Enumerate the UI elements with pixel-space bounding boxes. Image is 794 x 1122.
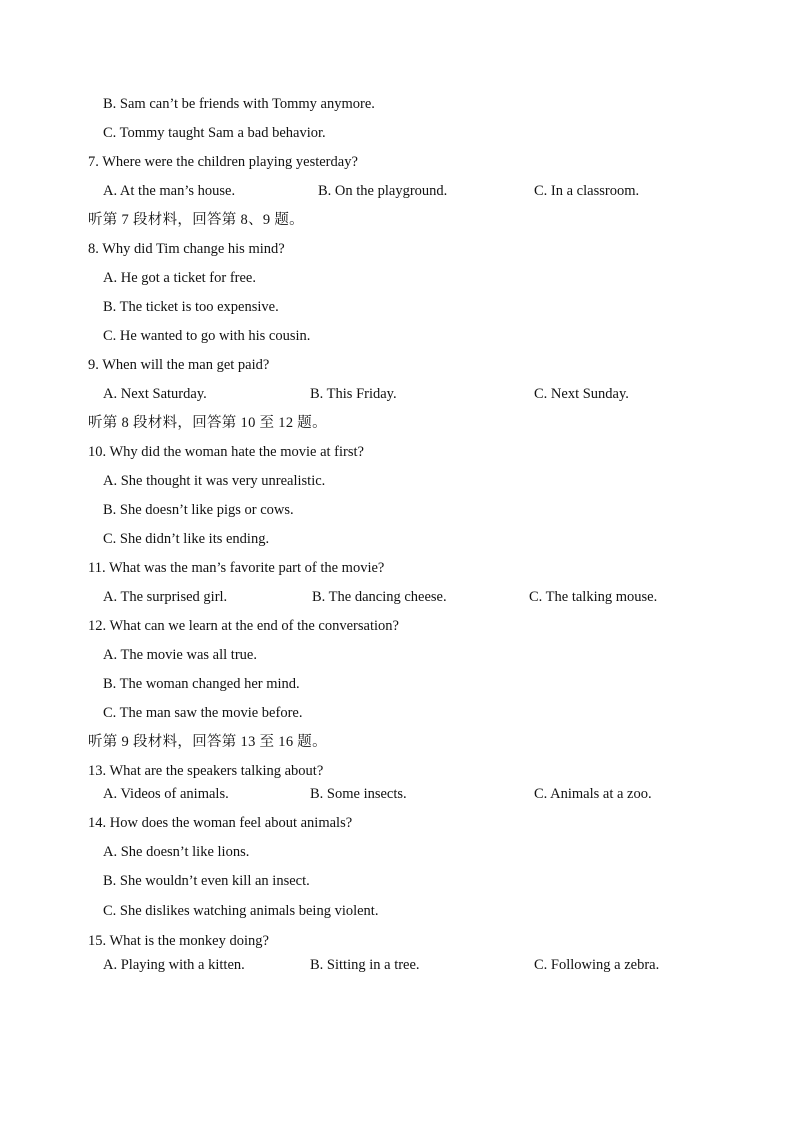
options-row-13	[0, 783, 794, 805]
option-8b: B. The ticket is too expensive.	[103, 299, 279, 315]
question-12: 12. What can we learn at the end of the conversation?	[88, 618, 399, 634]
option-9c: C. Next Sunday.	[534, 386, 629, 402]
option-12c: C. The man saw the movie before.	[103, 705, 303, 721]
option-15b: B. Sitting in a tree.	[310, 957, 420, 973]
section-heading-8: 听第 8 段材料，回答第 10 至 12 题。	[88, 415, 327, 431]
option-10a: A. She thought it was very unrealistic.	[103, 473, 326, 489]
question-13: 13. What are the speakers talking about?	[88, 763, 324, 779]
option-14a: A. She doesn’t like lions.	[103, 844, 250, 860]
option-9a: A. Next Saturday.	[103, 386, 207, 402]
options-row-7	[0, 180, 794, 202]
section-heading-9: 听第 9 段材料，回答第 13 至 16 题。	[88, 734, 327, 750]
option-13b: B. Some insects.	[310, 786, 407, 802]
option-15c: C. Following a zebra.	[534, 957, 660, 973]
question-8: 8. Why did Tim change his mind?	[88, 241, 285, 257]
question-7: 7. Where were the children playing yesterday?	[88, 154, 358, 170]
options-row-15	[0, 954, 794, 976]
section-heading-7: 听第 7 段材料，回答第 8、9 题。	[88, 212, 304, 228]
option-10c: C. She didn’t like its ending.	[103, 531, 270, 547]
option-7b: B. On the playground.	[318, 183, 448, 199]
option-8a: A. He got a ticket for free.	[103, 270, 256, 286]
option-13a: A. Videos of animals.	[103, 786, 229, 802]
option-14b: B. She wouldn’t even kill an insect.	[103, 873, 310, 889]
option-15a: A. Playing with a kitten.	[103, 957, 245, 973]
question-9: 9. When will the man get paid?	[88, 357, 270, 373]
option-7a: A. At the man’s house.	[103, 183, 236, 199]
option-8c: C. He wanted to go with his cousin.	[103, 328, 311, 344]
option-11a: A. The surprised girl.	[103, 589, 228, 605]
option-11c: C. The talking mouse.	[529, 589, 658, 605]
question-15: 15. What is the monkey doing?	[88, 933, 269, 949]
option-6b: B. Sam can’t be friends with Tommy anymore.	[103, 96, 375, 112]
question-11: 11. What was the man’s favorite part of the movie?	[88, 560, 385, 576]
question-14: 14. How does the woman feel about animals?	[88, 815, 353, 831]
question-10: 10. Why did the woman hate the movie at first?	[88, 444, 364, 460]
option-10b: B. She doesn’t like pigs or cows.	[103, 502, 294, 518]
option-6c: C. Tommy taught Sam a bad behavior.	[103, 125, 326, 141]
option-12a: A. The movie was all true.	[103, 647, 257, 663]
options-row-11	[0, 586, 794, 608]
option-9b: B. This Friday.	[310, 386, 397, 402]
option-11b: B. The dancing cheese.	[312, 589, 447, 605]
option-12b: B. The woman changed her mind.	[103, 676, 300, 692]
option-7c: C. In a classroom.	[534, 183, 640, 199]
option-13c: C. Animals at a zoo.	[534, 786, 652, 802]
option-14c: C. She dislikes watching animals being violent.	[103, 903, 379, 919]
options-row-9	[0, 383, 794, 405]
